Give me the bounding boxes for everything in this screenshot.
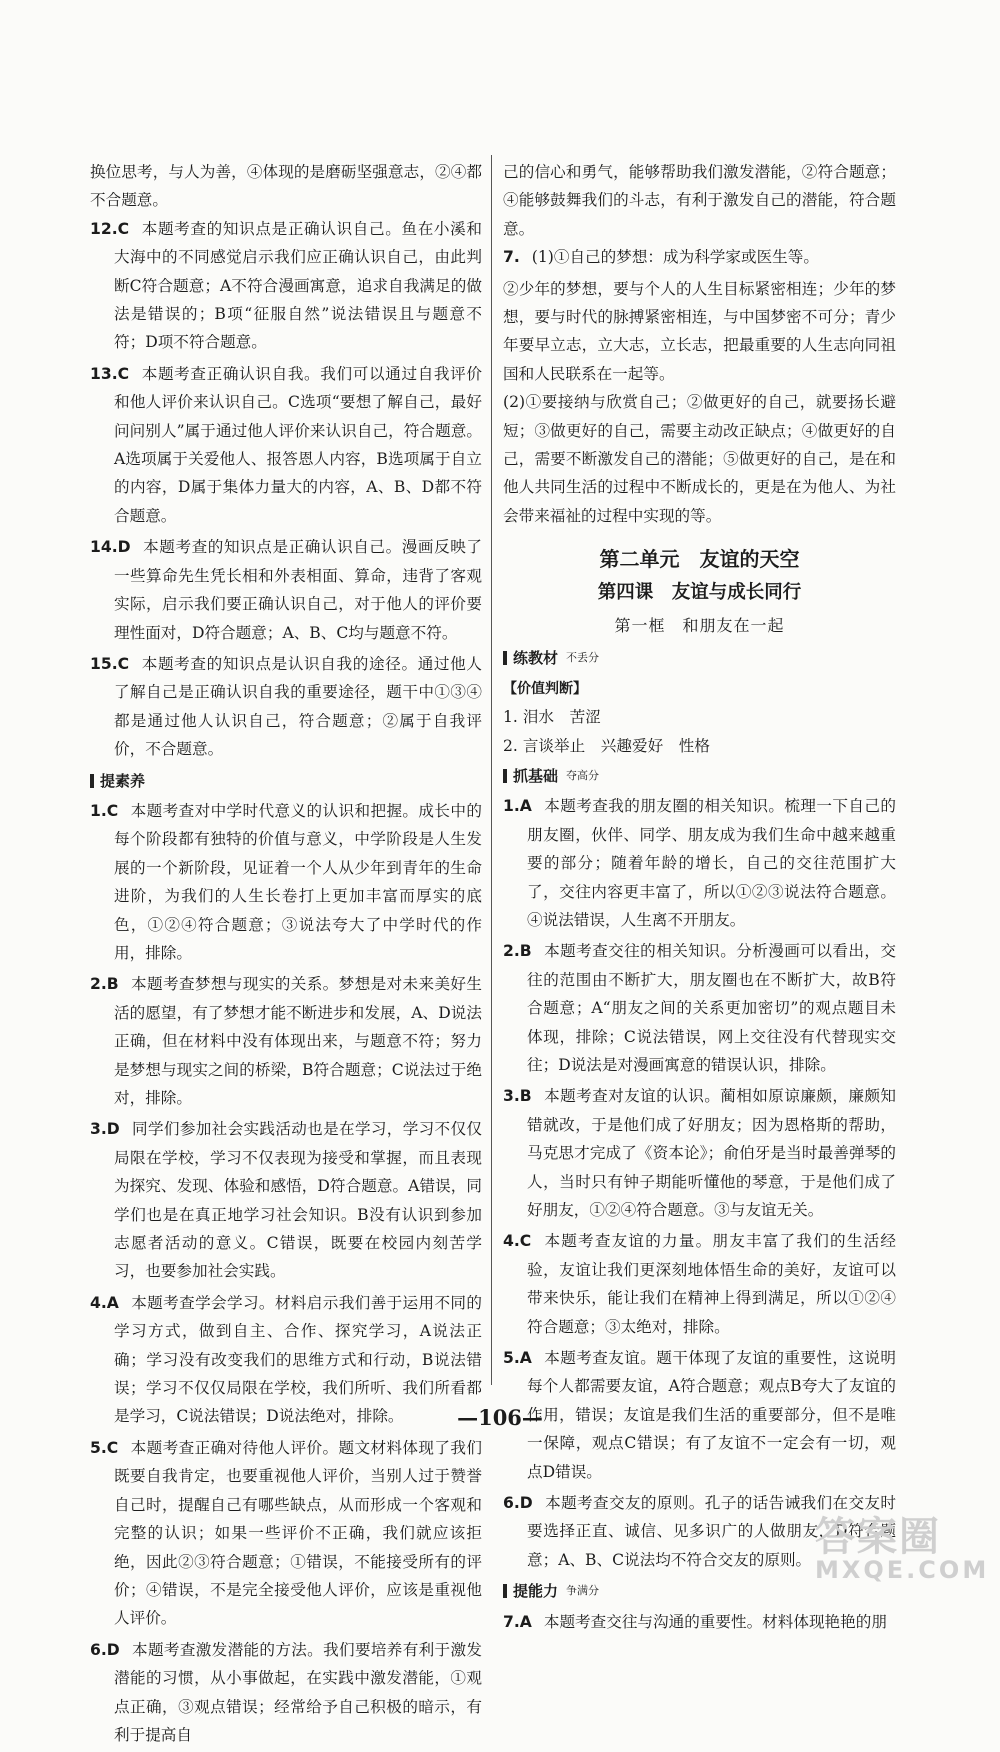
answer-item: [90, 1636, 482, 1750]
section-title: 提能力: [513, 1582, 559, 1601]
answer-letter: C: [117, 364, 130, 383]
section-tag: 争满分: [566, 1584, 600, 1598]
answer-item: [90, 215, 482, 357]
lesson-heading: 第四课 友谊与成长同行: [597, 582, 802, 604]
section-tag: 不丢分: [566, 651, 600, 665]
answer-item: [503, 1227, 896, 1341]
item-number: 4.: [503, 1232, 520, 1251]
answer-item: [90, 533, 482, 647]
answer-text: 本题考查正确认识自我。我们可以通过自我评价和他人评价来认识自己。C选项“要想了解自己，最好问问别人”属于通过他人评价来认识自己，符合题意。A选项属于关爱他人、报答恩人内容，B选项属于自立的内容，D属于集体力量大的内容，A、B、D都不符合题意。: [114, 364, 482, 525]
section-bar-icon: [503, 1584, 507, 1598]
section-header: [503, 644, 896, 672]
answer-item: [90, 1434, 482, 1633]
answer-letter: A: [519, 797, 532, 816]
item-number: 7.: [503, 248, 520, 267]
section-title: 抓基础: [513, 766, 559, 785]
answer-text: 本题考查学会学习。材料启示我们善于运用不同的学习方式，做到自主、合作、探究学习，A说法正确；学习没有改变我们的思维方式和行动，B说法错误；学习不仅仅局限在学校，我们所听、我们所看都是学习，C说法错误；D说法绝对，排除。: [114, 1293, 482, 1426]
item-number: 14.: [90, 538, 118, 557]
answer-item: [90, 650, 482, 764]
answer-letter: D: [519, 1494, 533, 1513]
answer-letter: C: [106, 801, 119, 820]
answer-item: [503, 937, 896, 1079]
section-header: [503, 762, 896, 790]
section-bar-icon: [503, 769, 507, 783]
column-divider: [491, 155, 492, 1385]
section-bar-icon: [503, 651, 507, 665]
answer-item: [90, 797, 482, 967]
item-number: 3.: [90, 1120, 107, 1139]
answer-item: [90, 970, 482, 1112]
subsection-label: 【价值判断】: [503, 680, 587, 697]
item-number: 4.: [90, 1293, 107, 1312]
item-number: 15.: [90, 654, 118, 673]
answer-item: [90, 360, 482, 530]
unit-heading: 第二单元 友谊的天空: [599, 547, 800, 572]
answer-letter: C: [106, 1438, 119, 1457]
item-number: 1.: [90, 801, 107, 820]
paragraph: 换位思考，与人为善，④体现的是磨砺坚强意志，②④都不合题意。: [90, 163, 482, 210]
answer-text: 本题考查的知识点是正确认识自己。鱼在小溪和大海中的不同感觉启示我们应正确认识自己，由此判断C符合题意；A不符合漫画寓意，追求自我满足的做法是错误的；B项“征服自然”说法错误且与题意不符；D项不符合题意。: [114, 219, 482, 352]
watermark-text-cn: 答案圈: [815, 1514, 941, 1560]
answer-text: 本题考查我的朋友圈的相关知识。梳理一下自己的朋友圈，伙伴、同学、朋友成为我们生命中越来越重要的部分；随着年龄的增长，自己的交往范围扩大了，交往内容更丰富了，所以①②③说法符合题意。④说法错误，人生离不开朋友。: [527, 797, 896, 929]
answer-text: 本题考查的知识点是正确认识自己。漫画反映了一些算命先生凭长相和外表相面、算命，违背了客观实际，启示我们要正确认识自己，对于他人的评价要理性面对，D符合题意；A、B、C均与题意不符。: [114, 538, 482, 642]
item-number: 12.: [90, 219, 118, 238]
section-header: [90, 767, 482, 795]
answer-text: 同学们参加社会实践活动也是在学习，学习不仅仅局限在学校，学习不仅表现为接受和掌握，而且表现为探究、发现、体验和感悟，D符合题意。A错误，同学们也是在真正地学习社会知识。B没有认识到参加志愿者活动的意义。C错误，既要在校园内刻苦学习，也要参加社会实践。: [114, 1120, 482, 1281]
answer-letter: C: [117, 654, 130, 673]
answer-item: [503, 1608, 896, 1636]
answer-text: 本题考查梦想与现实的关系。梦想是对未来美好生活的愿望，有了梦想才能不断进步和发展，A、D说法正确，但在材料中没有体现出来，与题意不符；努力是梦想与现实之间的桥梁，B符合题意；C说法过于绝对，排除。: [114, 975, 482, 1107]
answer-letter: D: [106, 1640, 120, 1659]
answer-text: 本题考查对中学时代意义的认识和把握。成长中的每个阶段都有独特的价值与意义，中学阶段是人生发展的一个新阶段，见证着一个人从少年到青年的生命进阶，为我们的人生长卷打上更加丰富而厚实的底色，①②④符合题意；③说法夸大了中学时代的作用，排除。: [114, 801, 482, 962]
answer-item: [503, 1082, 896, 1224]
section-title: 练教材: [513, 649, 559, 668]
item-number: 5.: [503, 1349, 520, 1368]
item-number: 6.: [503, 1494, 520, 1513]
answer-letter: B: [519, 1087, 532, 1106]
answer-item: [503, 792, 896, 934]
answer-letter: C: [117, 219, 130, 238]
watermark-logo: [815, 1505, 990, 1585]
answer-text: (1)①自己的梦想：成为科学家或医生等。: [531, 248, 819, 267]
watermark-text-en: MXQE.COM: [815, 1556, 990, 1584]
answer-item: [90, 1115, 482, 1285]
answer-line: 2. 言谈举止 兴趣爱好 性格: [503, 736, 710, 755]
answer-line: 1. 泪水 苦涩: [503, 708, 601, 727]
item-number: 2.: [90, 975, 107, 994]
answer-text: 本题考查交往与沟通的重要性。材料体现艳艳的朋: [543, 1612, 887, 1631]
answer-text: 本题考查交友的原则。孔子的话告诫我们在交友时要选择正直、诚信、见多识广的人做朋友，D符合题意；A、B、C说法均不符合交友的原则。: [527, 1494, 896, 1569]
answer-text: 本题考查友谊的力量。朋友丰富了我们的生活经验，友谊让我们更深刻地体悟生命的美好，友谊可以带来快乐，能让我们在精神上得到满足，所以①②④符合题意；③太绝对，排除。: [527, 1232, 896, 1336]
answer-item: [503, 243, 896, 271]
answer-letter: B: [519, 942, 532, 961]
paragraph: 己的信心和勇气，能够帮助我们激发潜能，②符合题意；④能够鼓舞我们的斗志，有利于激发自己的潜能，符合题意。: [503, 163, 896, 238]
paragraph: (2)①要接纳与欣赏自己；②做更好的自己，就要扬长避短；③做更好的自己，需要主动改正缺点；④做更好的自己，需要不断激发自己的潜能；⑤做更好的自己，是在和他人共同生活的过程中不断成长的，更是在为他人、为社会带来福祉的过程中实现的等。: [503, 393, 896, 525]
answer-text: 本题考查对友谊的认识。蔺相如原谅廉颇，廉颇知错就改，于是他们成了好朋友；因为恩格斯的帮助，马克思才完成了《资本论》；俞伯牙是当时最善弹琴的人，当时只有钟子期能听懂他的琴意，于是他们成了好朋友，①②④符合题意。③与友谊无关。: [527, 1087, 896, 1219]
answer-letter: B: [106, 975, 119, 994]
item-number: 3.: [503, 1087, 520, 1106]
answer-text: 本题考查正确对待他人评价。题文材料体现了我们既要自我肯定，也要重视他人评价，当别人过于赞誉自己时，提醒自己有哪些缺点，从而形成一个客观和完整的认识；如果一些评价不正确，我们就应该拒绝，因此②③符合题意；①错误，不能接受所有的评价；④错误，不是完全接受他人评价，应该是重视他人评价。: [114, 1438, 482, 1628]
item-number: 5.: [90, 1438, 107, 1457]
answer-text: 本题考查友谊。题干体现了友谊的重要性，这说明每个人都需要友谊，A符合题意；观点B夸大了友谊的作用，错误；友谊是我们生活的重要部分，但不是唯一保障，观点C错误；有了友谊不一定会有一切，观点D错误。: [527, 1349, 896, 1481]
item-number: 6.: [90, 1640, 107, 1659]
item-number: 13.: [90, 364, 118, 383]
answer-letter: D: [117, 538, 131, 557]
item-number: 1.: [503, 797, 520, 816]
answer-letter: A: [519, 1349, 532, 1368]
page-number: —106—: [457, 1405, 543, 1430]
left-column: [90, 158, 482, 1752]
item-number: 7.: [503, 1612, 520, 1631]
answer-text: 本题考查激发潜能的方法。我们要培养有利于激发潜能的习惯，从小事做起，在实践中激发潜能，①观点正确，③观点错误；经常给予自己积极的暗示，有利于提高自: [114, 1640, 482, 1744]
answer-text: 本题考查的知识点是认识自我的途径。通过他人了解自己是正确认识自我的重要途径，题干中①③④都是通过他人认识自己，符合题意；②属于自我评价，不合题意。: [114, 654, 482, 759]
item-number: 2.: [503, 942, 520, 961]
paragraph: ②少年的梦想，要与个人的人生目标紧密相连；少年的梦想，要与时代的脉搏紧密相连，与中国梦密不可分；青少年要早立志，立大志，立长志，把最重要的人生志向同祖国和人民联系在一起等。: [503, 279, 896, 383]
answer-letter: C: [519, 1232, 532, 1251]
answer-letter: A: [106, 1293, 119, 1312]
answer-letter: D: [106, 1120, 120, 1139]
answer-text: 本题考查交往的相关知识。分析漫画可以看出，交往的范围由不断扩大，朋友圈也在不断扩大，故B符合题意；A“朋友之间的关系更加密切”的观点题目未体现，排除；C说法错误，网上交往没有代替现实交往；D说法是对漫画寓意的错误认识，排除。: [527, 942, 896, 1074]
frame-heading: 第一框 和朋友在一起: [614, 616, 785, 636]
answer-letter: A: [519, 1612, 532, 1631]
section-tag: 夺高分: [566, 768, 600, 782]
section-bar-icon: [90, 774, 94, 788]
section-title: 提素养: [100, 771, 146, 790]
